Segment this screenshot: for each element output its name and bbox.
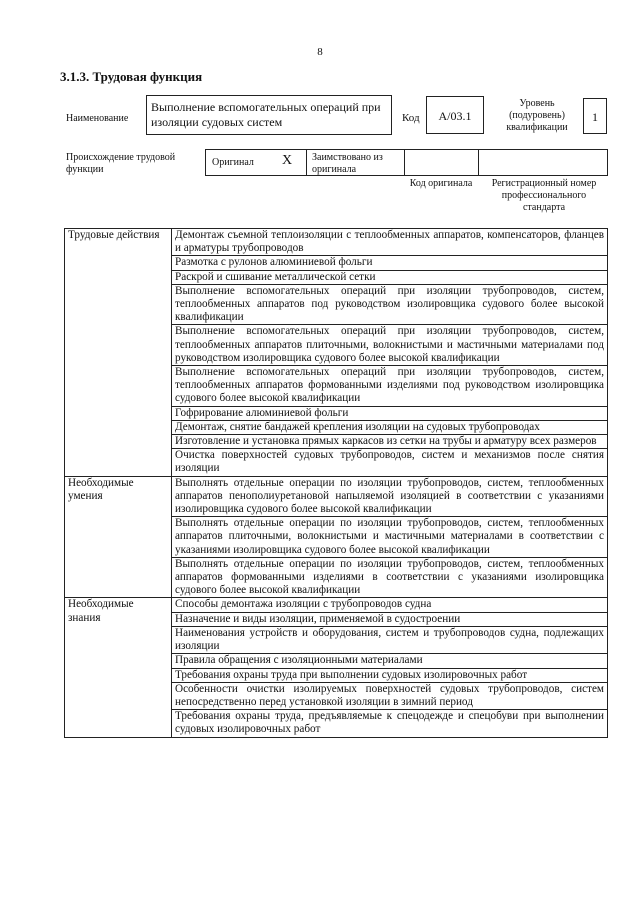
table-cell: Гофрирование алюминиевой фольги: [172, 406, 608, 420]
function-name-value: Выполнение вспомогательных операций при изоляции судовых систем: [151, 100, 381, 129]
table-cell: Демонтаж съемной теплоизоляции с теплообменных аппаратов, компенсаторов, фланцев и арматуры трубопроводов: [172, 229, 608, 256]
section-title-knowledge: Необходимые знания: [65, 598, 172, 737]
table-cell: Демонтаж, снятие бандажей крепления изоляции на судовых трубопроводах: [172, 420, 608, 434]
table-cell: Выполнение вспомогательных операций при изоляции трубопроводов, систем, теплообменных аппаратов плиточными, волокнистыми и мастичными материалами под руководством изолировщика судового более высокой квалификации: [172, 325, 608, 366]
code-label: Код: [402, 112, 420, 124]
table-cell: Требования охраны труда, предъявляемые к спецодежде и спецобуви при выполнении судовых изолировочных работ: [172, 710, 608, 737]
origin-label: Происхождение трудовой функции: [66, 152, 176, 175]
table-cell: Наименования устройств и оборудования, систем и трубопроводов судна, подлежащих изоляции: [172, 626, 608, 653]
code-box: [426, 96, 484, 134]
name-label: Наименование: [66, 113, 129, 124]
table-cell: Изготовление и установка прямых каркасов из сетки на трубы и арматуру всех размеров: [172, 435, 608, 449]
function-table: [64, 228, 608, 738]
borrowed-label: Заимствовано из оригинала: [312, 152, 383, 175]
table-cell: Правила обращения с изоляционными материалами: [172, 654, 608, 668]
section-title: 3.1.3. Трудовая функция: [60, 69, 203, 84]
table-cell: Очистка поверхностей судовых трубопроводов, систем и механизмов после снятия изоляции: [172, 449, 608, 476]
page-number: 8: [317, 46, 323, 58]
original-cell: [206, 150, 307, 175]
table-row: [65, 229, 608, 256]
section-title-labor-actions: Трудовые действия: [65, 229, 172, 477]
level-label: Уровень (подуровень) квалификации: [506, 98, 568, 133]
function-name-box: [146, 95, 392, 135]
original-code-cell: [404, 150, 479, 175]
table-cell: Требования охраны труда при выполнении судовых изолировочных работ: [172, 668, 608, 682]
table-cell: Способы демонтажа изоляции с трубопроводов судна: [172, 598, 608, 612]
table-cell: Выполнять отдельные операции по изоляции трубопроводов, систем, теплообменных аппаратов пенополиуретановой напыляемой изоляцией в соответствии с указаниями изолировщика судового более высокой квалификации: [172, 476, 608, 517]
table-cell: Выполнение вспомогательных операций при изоляции трубопроводов, систем, теплообменных аппаратов под руководством изолировщика судового более высокой квалификации: [172, 284, 608, 325]
table-cell: Выполнять отдельные операции по изоляции трубопроводов, систем, теплообменных аппаратов плиточными, волокнистыми и мастичными материалами в соответствии с указаниями изолировщика судового более высокой квалификации: [172, 517, 608, 558]
table-cell: Особенности очистки изолируемых поверхностей судовых трубопроводов, систем непосредственно перед установкой изоляции в зимний период: [172, 682, 608, 709]
table-cell: Размотка с рулонов алюминиевой фольги: [172, 256, 608, 270]
section-title-skills: Необходимые умения: [65, 476, 172, 598]
table-cell: Назначение и виды изоляции, применяемой в судостроении: [172, 612, 608, 626]
code-caption: Код оригинала: [409, 178, 473, 189]
table-row: [65, 476, 608, 517]
level-value: 1: [592, 110, 598, 124]
table-cell: Выполнять отдельные операции по изоляции трубопроводов, систем, теплообменных аппаратов формованными изделиями в соответствии с указаниями изолировщика судового более высокой квалификации: [172, 557, 608, 598]
original-label: Оригинал: [212, 157, 254, 168]
reg-caption: Регистрационный номер профессионального стандарта: [491, 178, 597, 213]
table-cell: Раскрой и сшивание металлической сетки: [172, 270, 608, 284]
level-box: [583, 98, 607, 134]
table-row: [65, 598, 608, 612]
origin-row: [205, 149, 608, 176]
table-cell: Выполнение вспомогательных операций при изоляции трубопроводов, систем, теплообменных аппаратов формованными изделиями под руководством изолировщика судового более высокой квалификации: [172, 366, 608, 407]
code-value: A/03.1: [438, 109, 472, 123]
original-mark: X: [282, 153, 293, 168]
